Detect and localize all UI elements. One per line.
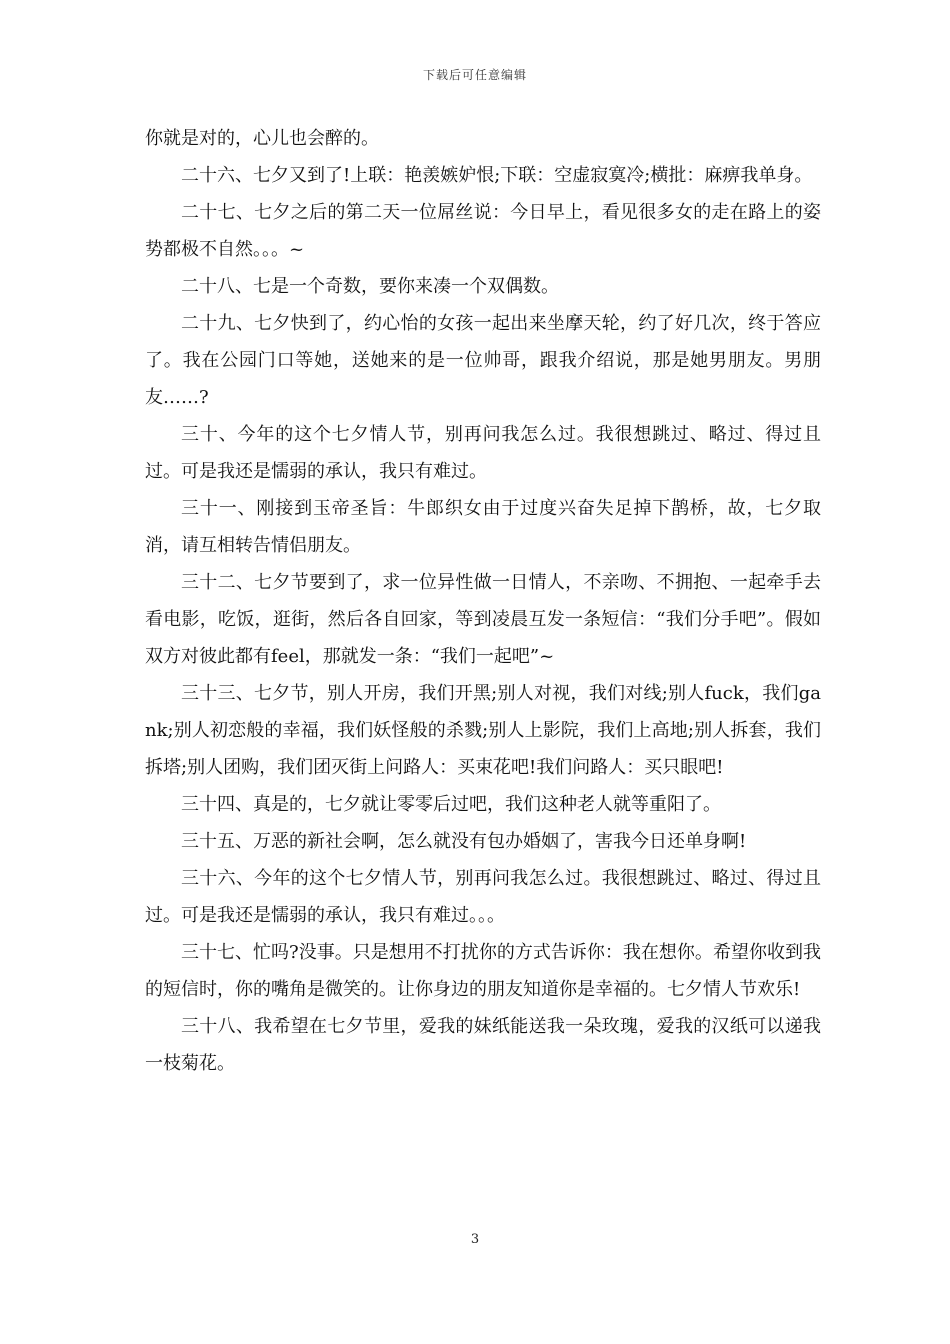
paragraph: 三十一、刚接到玉帝圣旨：牛郎织女由于过度兴奋失足掉下鹊桥，故，七夕取消，请互相转告情侣朋友。	[145, 498, 821, 556]
paragraph: 三十六、今年的这个七夕情人节，别再问我怎么过。我很想跳过、略过、得过且过。可是我还是懦弱的承认，我只有难过。。。	[145, 868, 821, 926]
paragraph: 三十、今年的这个七夕情人节，别再问我怎么过。我很想跳过、略过、得过且过。可是我还是懦弱的承认，我只有难过。	[145, 424, 821, 482]
paragraph: 三十七、忙吗?没事。只是想用不打扰你的方式告诉你：我在想你。希望你收到我的短信时，你的嘴角是微笑的。让你身边的朋友知道你是幸福的。七夕情人节欢乐!	[145, 942, 821, 1000]
paragraph: 三十八、我希望在七夕节里，爱我的妹纸能送我一朵玫瑰，爱我的汉纸可以递我一枝菊花。	[145, 1016, 821, 1074]
paragraph: 你就是对的，心儿也会醉的。	[145, 128, 379, 149]
page-number: 3	[470, 1232, 480, 1247]
paragraph: 二十六、七夕又到了!上联：艳羡嫉妒恨;下联：空虚寂寞冷;横批：麻痹我单身。	[181, 165, 813, 186]
paragraph: 三十四、真是的，七夕就让零零后过吧，我们这种老人就等重阳了。	[181, 794, 721, 815]
document-body	[145, 120, 821, 1082]
paragraph: 二十八、七是一个奇数，要你来凑一个双偶数。	[181, 276, 559, 297]
paragraph: 三十五、万恶的新社会啊，怎么就没有包办婚姻了，害我今日还单身啊!	[181, 831, 747, 852]
paragraph: 三十三、七夕节，别人开房，我们开黑;别人对视，我们对线;别人fuck，我们gank;别人初恋般的幸福，我们妖怪般的杀戮;别人上影院，我们上高地;别人拆套，我们拆塔;别人团购，我们团灭街上问路人：买束花吧!我们问路人：买只眼吧!	[145, 683, 821, 778]
paragraph: 二十七、七夕之后的第二天一位屌丝说：今日早上，看见很多女的走在路上的姿势都极不自然。。。~	[145, 202, 821, 260]
paragraph: 二十九、七夕快到了，约心怡的女孩一起出来坐摩天轮，约了好几次，终于答应了。我在公园门口等她，送她来的是一位帅哥，跟我介绍说，那是她男朋友。男朋友……?	[145, 313, 821, 408]
paragraph: 三十二、七夕节要到了，求一位异性做一日情人，不亲吻、不拥抱、一起牵手去看电影，吃饭，逛街，然后各自回家，等到凌晨互发一条短信：“我们分手吧”。假如双方对彼此都有feel，那就发一条：“我们一起吧”~	[145, 572, 821, 667]
page-header: 下载后可任意编辑	[422, 68, 527, 82]
